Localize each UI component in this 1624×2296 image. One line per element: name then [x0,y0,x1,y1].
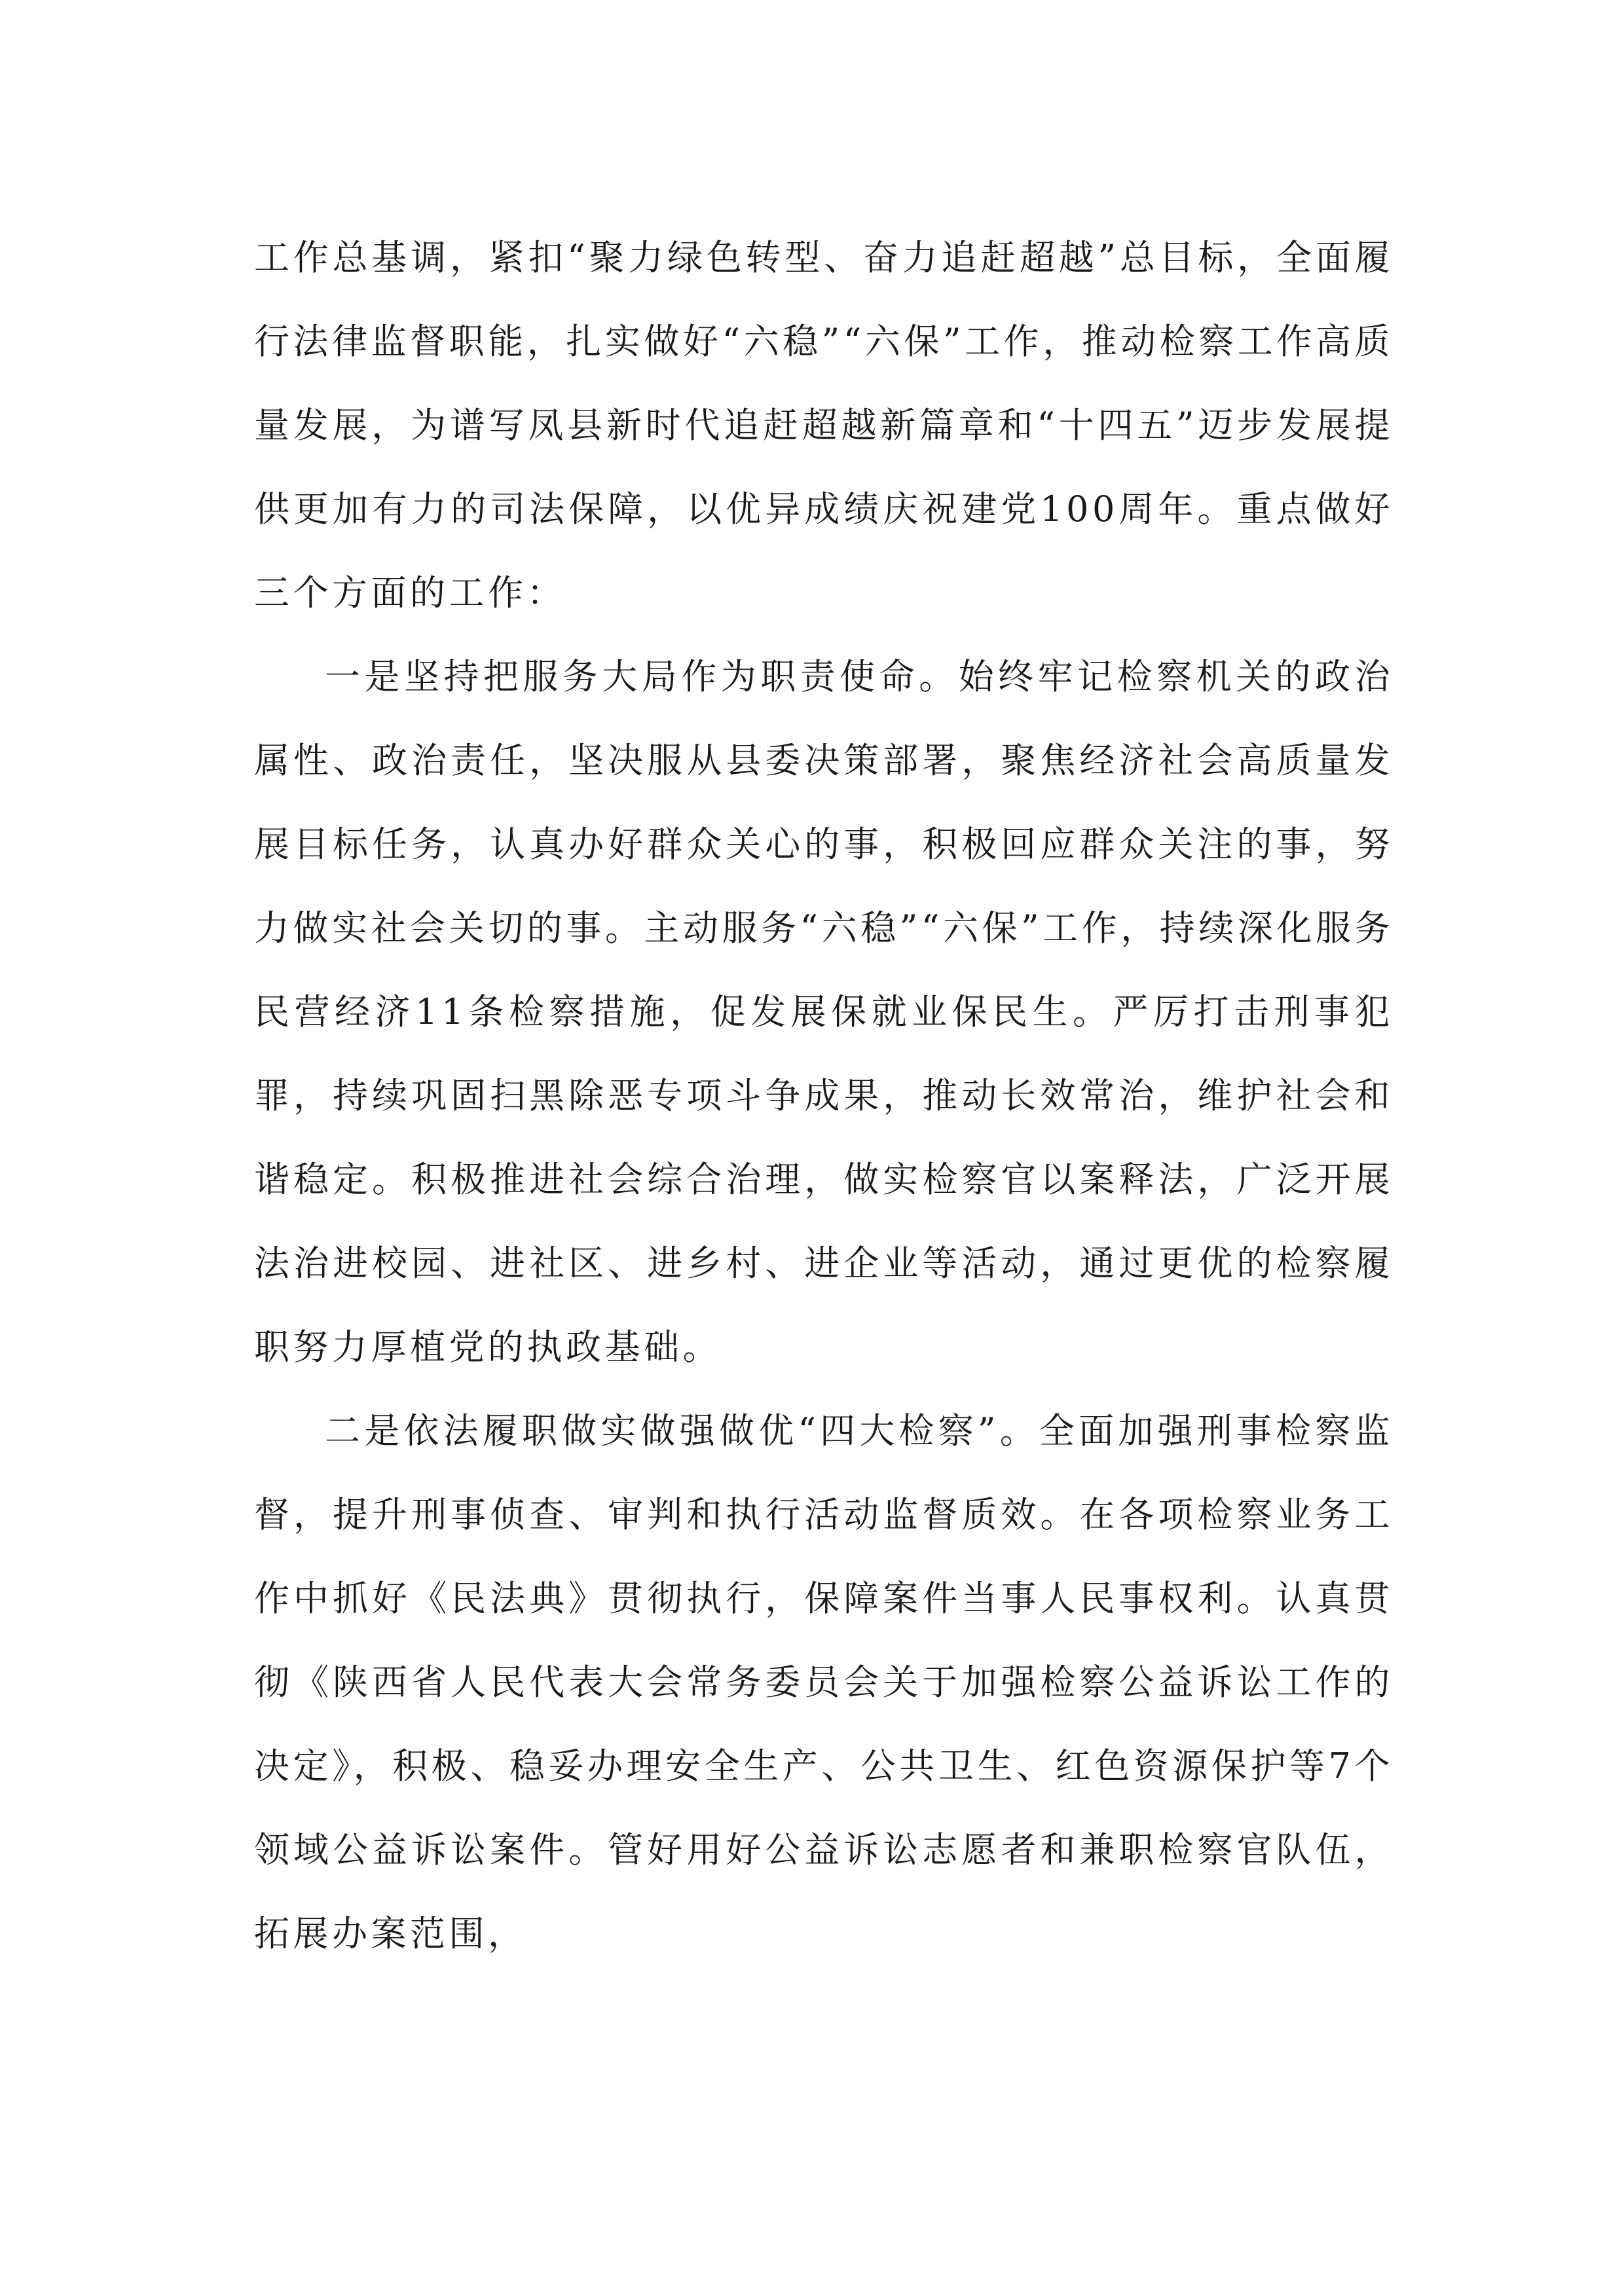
paragraph-point-one: 一是坚持把服务大局作为职责使命。始终牢记检察机关的政治属性、政治责任，坚决服从县委决策部署，聚焦经济社会高质量发展目标任务，认真办好群众关心的事，积极回应群众关注的事，努力做实社会关切的事。主动服务“六稳”“六保”工作，持续深化服务民营经济11条检察措施，促发展保就业保民生。严厉打击刑事犯罪，持续巩固扫黑除恶专项斗争成果，推动长效常治，维护社会和谐稳定。积极推进社会综合治理，做实检察官以案释法，广泛开展法治进校园、进社区、进乡村、进企业等活动，通过更优的检察履职努力厚植党的执政基础。 [254,656,1393,1368]
document-body [254,216,1393,1976]
paragraph-intro: 工作总基调，紧扣“聚力绿色转型、奋力追赶超越”总目标，全面履行法律监督职能，扎实做好“六稳”“六保”工作，推动检察工作高质量发展，为谱写凤县新时代追赶超越新篇章和“十四五”迈步发展提供更加有力的司法保障，以优异成绩庆祝建党100周年。重点做好三个方面的工作： [254,237,1393,613]
paragraph-point-two: 二是依法履职做实做强做优“四大检察”。全面加强刑事检察监督，提升刑事侦查、审判和执行活动监督质效。在各项检察业务工作中抓好《民法典》贯彻执行，保障案件当事人民事权利。认真贯彻《陕西省人民代表大会常务委员会关于加强检察公益诉讼工作的决定》，积极、稳妥办理安全生产、公共卫生、红色资源保护等7个领域公益诉讼案件。管好用好公益诉讼志愿者和兼职检察官队伍，拓展办案范围， [254,1410,1393,1954]
